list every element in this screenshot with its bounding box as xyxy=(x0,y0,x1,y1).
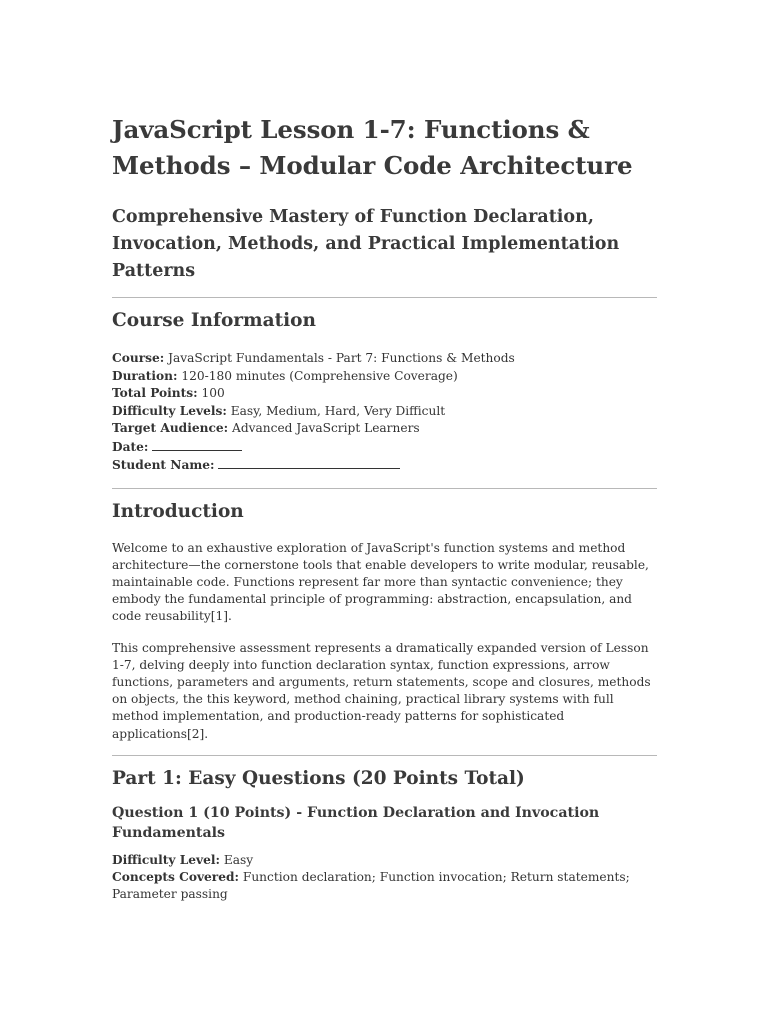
target-audience-row xyxy=(112,420,657,438)
duration-label: Duration: xyxy=(112,368,178,383)
concepts-covered-label: Concepts Covered: xyxy=(112,869,239,884)
difficulty-level-row xyxy=(112,852,657,869)
introduction-paragraph-2: This comprehensive assessment represents a dramatically expanded version of Lesson 1-7, delving deeply into function declaration syntax, function expressions, arrow functions, parameters and arguments, return statements, scope and closures, methods on objects, the this keyword, method chaining, practical library systems with full method implementation, and production-ready patterns for sophisticated applications[2]. xyxy=(112,640,651,741)
question-1-heading: Question 1 (10 Points) - Function Declaration and Invocation Fundamentals xyxy=(112,804,600,841)
difficulty-levels-row xyxy=(112,403,657,421)
course-information-heading: Course Information xyxy=(112,310,316,331)
student-name-blank-line[interactable] xyxy=(218,456,400,469)
difficulty-level-value: Easy xyxy=(223,852,254,867)
divider xyxy=(112,488,657,489)
target-audience-value: Advanced JavaScript Learners xyxy=(232,421,420,435)
duration-value: 120-180 minutes (Comprehensive Coverage) xyxy=(181,368,458,383)
date-row xyxy=(112,438,657,457)
introduction-heading: Introduction xyxy=(112,500,244,522)
difficulty-level-label: Difficulty Level: xyxy=(112,852,220,867)
course-row xyxy=(112,350,657,368)
difficulty-levels-value: Easy, Medium, Hard, Very Difficult xyxy=(230,403,446,418)
difficulty-levels-label: Difficulty Levels: xyxy=(112,403,227,418)
duration-row xyxy=(112,368,657,386)
document-title: JavaScript Lesson 1-7: Functions & Methods – Modular Code Architecture xyxy=(112,115,633,180)
question-1-meta xyxy=(112,852,657,904)
total-points-row xyxy=(112,385,657,403)
total-points-label: Total Points: xyxy=(112,386,198,400)
date-blank-line[interactable] xyxy=(152,438,242,451)
divider xyxy=(112,755,657,756)
concepts-covered-value: Function declaration; Function invocation; Return statements; Parameter passing xyxy=(112,869,630,902)
date-label: Date: xyxy=(112,439,149,454)
divider xyxy=(112,297,657,298)
target-audience-label: Target Audience: xyxy=(112,421,229,435)
course-information-list xyxy=(112,350,657,475)
total-points-value: 100 xyxy=(201,386,225,400)
concepts-covered-row xyxy=(112,869,657,903)
part-1-heading: Part 1: Easy Questions (20 Points Total) xyxy=(112,767,525,789)
course-value: JavaScript Fundamentals - Part 7: Functions & Methods xyxy=(168,351,515,365)
student-name-label: Student Name: xyxy=(112,458,215,472)
document-subtitle: Comprehensive Mastery of Function Declaration, Invocation, Methods, and Practical Implementation Patterns xyxy=(112,207,620,281)
student-name-row xyxy=(112,456,657,475)
introduction-paragraph-1: Welcome to an exhaustive exploration of JavaScript's function systems and method architecture—the cornerstone tools that enable developers to write modular, reusable, maintainable code. Functions represent far more than syntactic convenience; they embody the fundamental principle of programming: abstraction, encapsulation, and code reusability[1]. xyxy=(112,540,649,624)
course-label: Course: xyxy=(112,351,165,365)
